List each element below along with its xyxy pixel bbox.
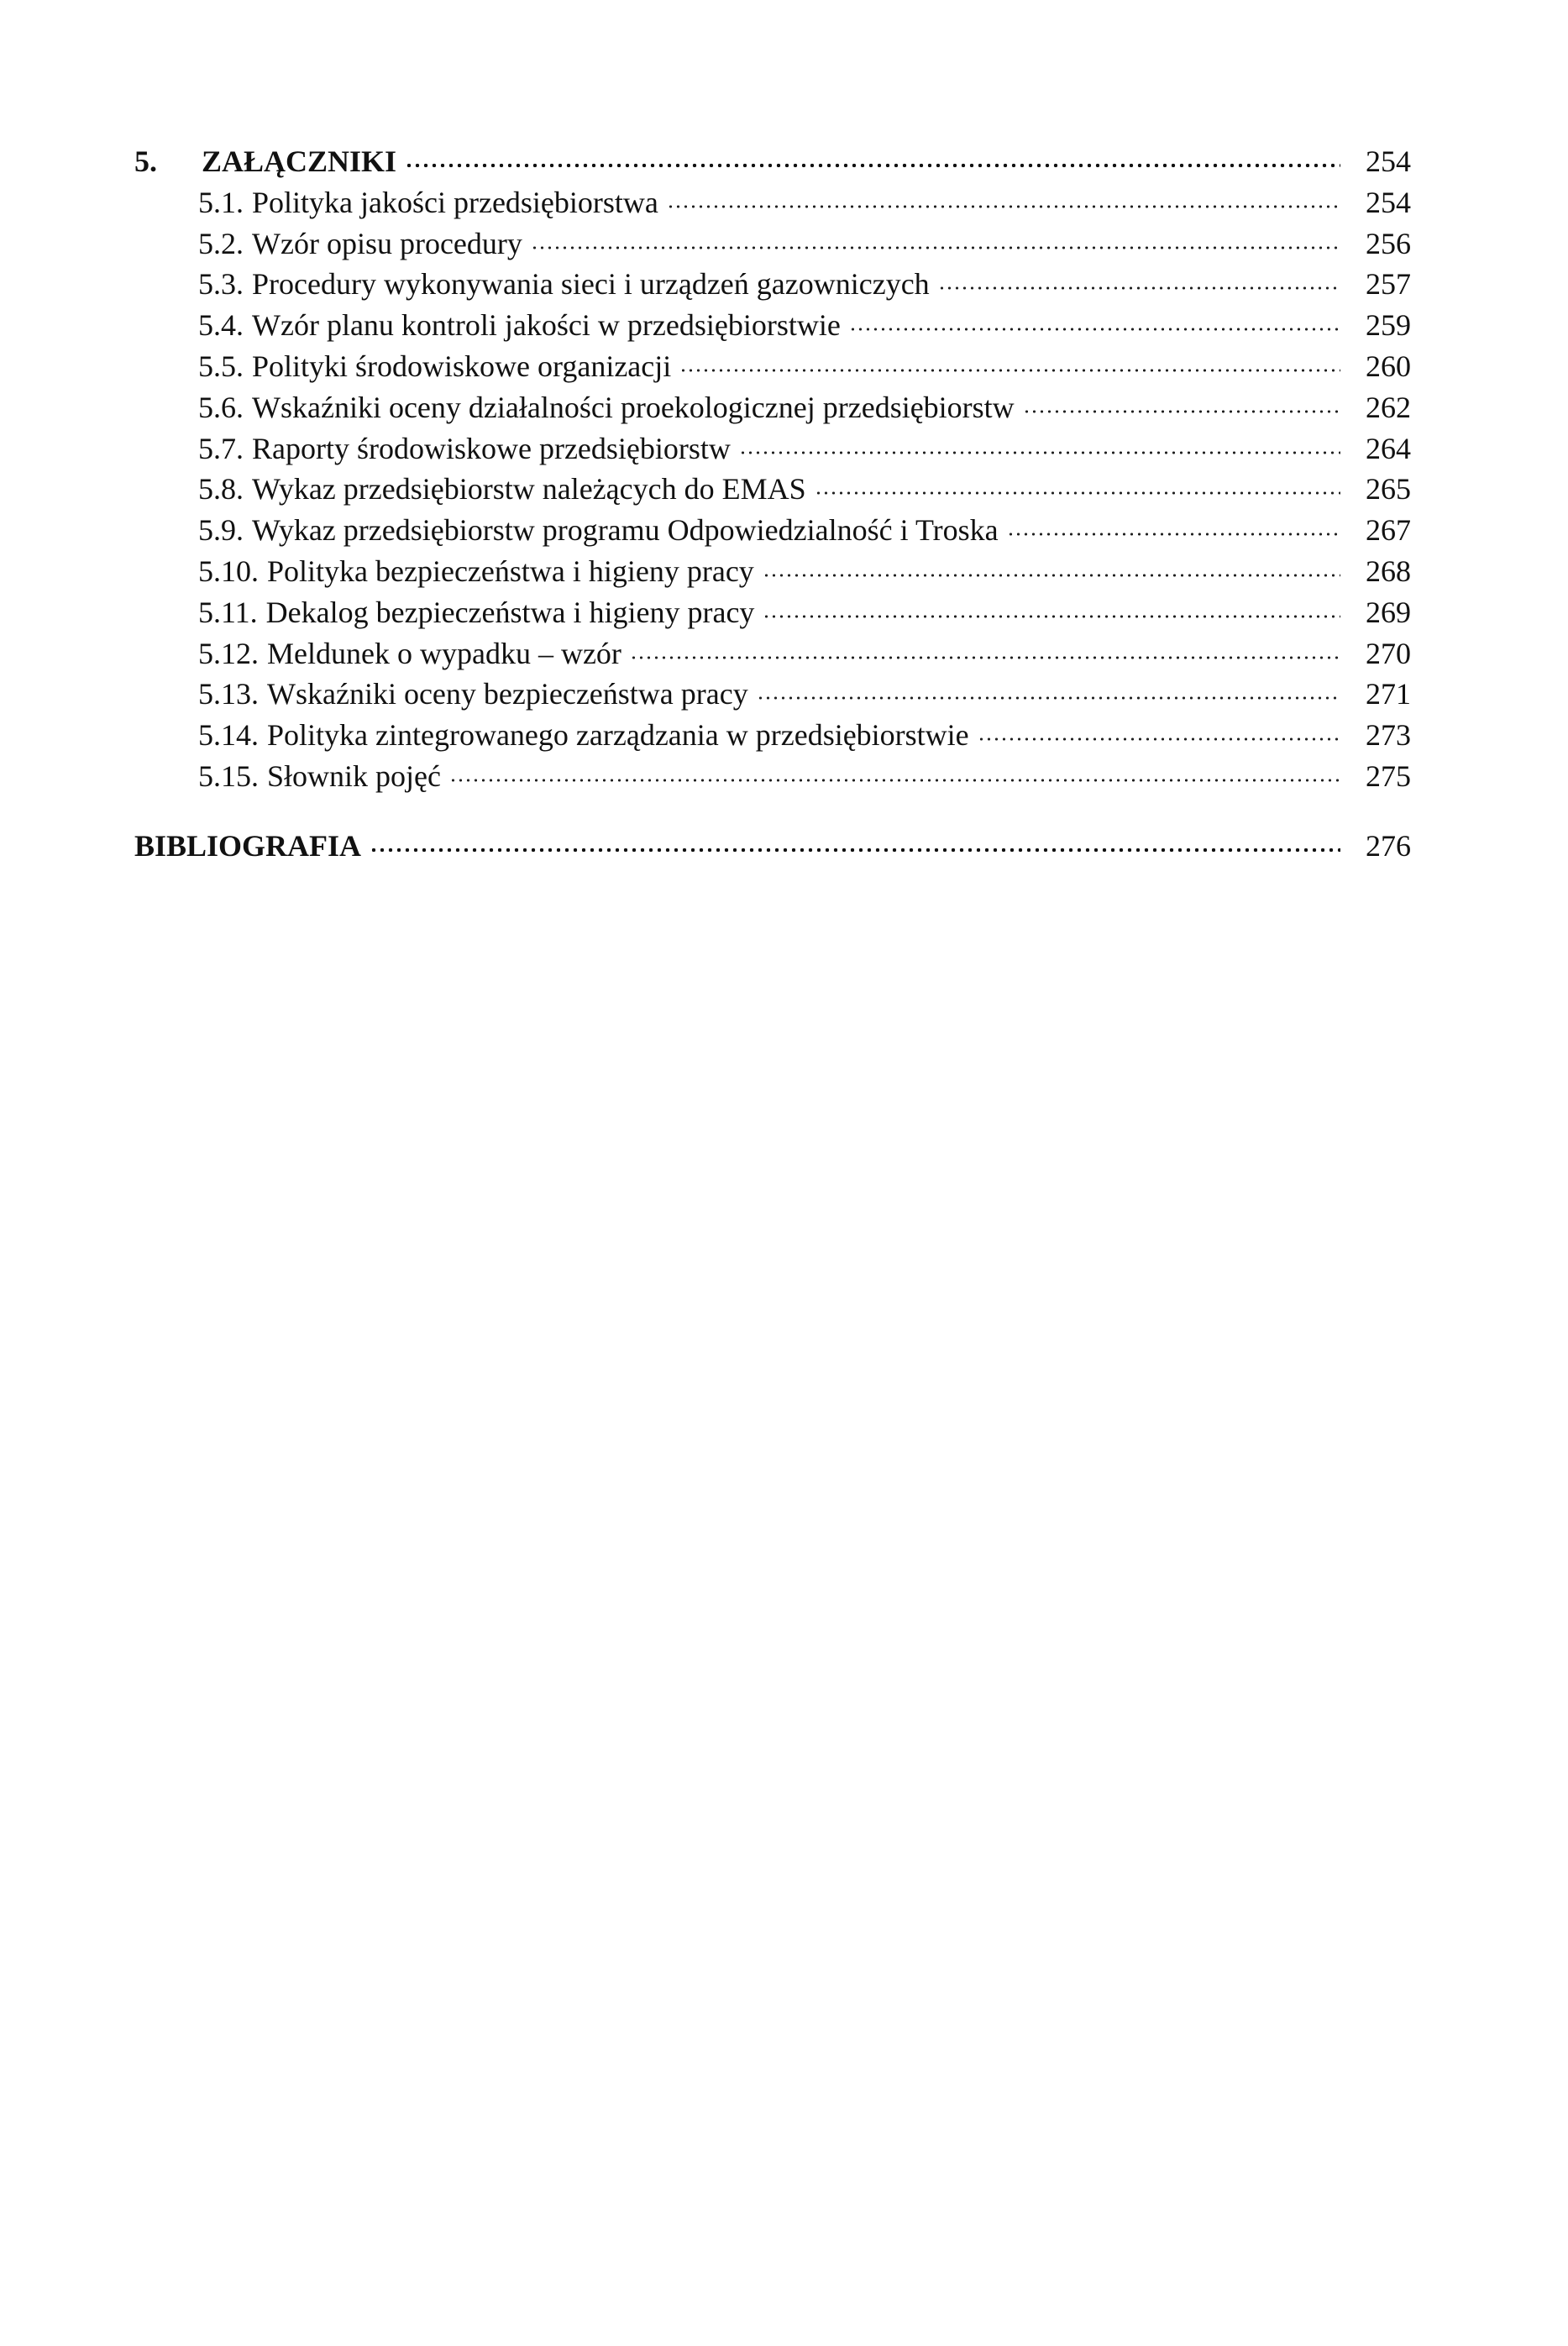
- toc-page-number: 257: [1366, 267, 1411, 302]
- toc-page-number: 254: [1366, 185, 1411, 219]
- toc-page-number: 264: [1366, 431, 1411, 465]
- dot-leader: [679, 366, 1340, 375]
- toc-entry: [134, 674, 1411, 715]
- dot-leader: [1023, 407, 1340, 416]
- dot-leader: [531, 244, 1340, 252]
- toc-entry-number: 5.12.: [198, 636, 259, 670]
- toc-entry: [134, 264, 1411, 305]
- toc-entry: [134, 756, 1411, 797]
- toc-page-number: 273: [1366, 718, 1411, 753]
- dot-leader: [739, 449, 1340, 457]
- toc-entry-number: 5.11.: [198, 595, 258, 629]
- toc-entry-number: 5.8.: [198, 472, 244, 506]
- toc-page-number: 267: [1366, 513, 1411, 548]
- toc-entry-title: Wskaźniki oceny działalności proekologicznej przedsiębiorstw: [252, 390, 1015, 424]
- toc-entry-title: Wykaz przedsiębiorstw należących do EMAS: [252, 472, 806, 506]
- toc-entry: [134, 428, 1411, 470]
- toc-entry-number: 5.10.: [198, 554, 259, 588]
- toc-entry-number: 5.5.: [198, 349, 244, 383]
- toc-entry-title: Polityka zintegrowanego zarządzania w przedsiębiorstwie: [267, 718, 969, 753]
- toc-entry-number: 5.6.: [198, 390, 244, 424]
- toc-entry: [134, 592, 1411, 633]
- dot-leader: [630, 653, 1340, 662]
- dot-leader: [763, 571, 1340, 580]
- toc-entry-title: Meldunek o wypadku – wzór: [267, 636, 621, 670]
- toc-page-number: 268: [1366, 554, 1411, 588]
- toc-chapter-number: 5.: [134, 144, 157, 178]
- toc-entry: [134, 346, 1411, 387]
- toc-entry: [134, 223, 1411, 265]
- toc-page-number: 276: [1366, 828, 1411, 863]
- toc-entry-number: 5.1.: [198, 185, 244, 219]
- toc-entry: [134, 387, 1411, 428]
- toc-entry: [134, 182, 1411, 223]
- toc-entry-title: Polityki środowiskowe organizacji: [252, 349, 672, 383]
- toc-entry-title: Polityka bezpieczeństwa i higieny pracy: [267, 554, 754, 588]
- dot-leader: [1007, 530, 1340, 538]
- toc-entry-number: 5.9.: [198, 513, 244, 548]
- toc-entry-title: Wzór opisu procedury: [252, 226, 522, 260]
- dot-leader: [757, 694, 1340, 702]
- toc-entry-title: Procedury wykonywania sieci i urządzeń gazowniczych: [252, 267, 930, 302]
- dot-leader: [849, 325, 1340, 333]
- toc-entry: [134, 551, 1411, 592]
- toc-page-number: 275: [1366, 758, 1411, 793]
- toc-entry: [134, 715, 1411, 756]
- dot-leader: [667, 202, 1340, 211]
- table-of-contents: [134, 141, 1411, 867]
- toc-bibliography-title: BIBLIOGRAFIA: [134, 828, 362, 863]
- toc-page-number: 271: [1366, 677, 1411, 711]
- toc-chapter-5: [134, 141, 1411, 182]
- toc-entry-title: Wykaz przedsiębiorstw programu Odpowiedzialność i Troska: [252, 513, 999, 548]
- toc-entry-title: Raporty środowiskowe przedsiębiorstw: [252, 431, 731, 465]
- toc-page-number: 260: [1366, 349, 1411, 383]
- toc-entry-number: 5.3.: [198, 267, 244, 302]
- toc-entry-number: 5.15.: [198, 758, 259, 793]
- toc-page-number: 270: [1366, 636, 1411, 670]
- dot-leader: [978, 735, 1340, 743]
- toc-page-number: 254: [1366, 144, 1411, 178]
- toc-page-number: 269: [1366, 595, 1411, 629]
- toc-chapter-title: ZAŁĄCZNIKI: [202, 144, 397, 178]
- dot-leader: [370, 846, 1340, 854]
- toc-entry: [134, 510, 1411, 551]
- toc-entry-title: Dekalog bezpieczeństwa i higieny pracy: [265, 595, 755, 629]
- dot-leader: [763, 612, 1340, 621]
- toc-bibliography: [134, 826, 1411, 867]
- toc-page-number: 256: [1366, 226, 1411, 260]
- toc-entry-title: Słownik pojęć: [267, 758, 441, 793]
- toc-page-number: 265: [1366, 472, 1411, 506]
- dot-leader: [405, 161, 1340, 170]
- toc-entry: [134, 305, 1411, 346]
- toc-entry-title: Wskaźniki oceny bezpieczeństwa pracy: [267, 677, 748, 711]
- toc-entry: [134, 633, 1411, 674]
- toc-entry: [134, 469, 1411, 510]
- toc-entry-number: 5.2.: [198, 226, 244, 260]
- dot-leader: [938, 284, 1340, 292]
- dot-leader: [815, 489, 1340, 497]
- toc-entry-title: Wzór planu kontroli jakości w przedsiębiorstwie: [252, 308, 841, 343]
- toc-entry-title: Polityka jakości przedsiębiorstwa: [252, 185, 658, 219]
- toc-entry-number: 5.14.: [198, 718, 259, 753]
- dot-leader: [449, 776, 1340, 785]
- toc-page-number: 262: [1366, 390, 1411, 424]
- toc-entry-number: 5.4.: [198, 308, 244, 343]
- toc-entry-number: 5.13.: [198, 677, 259, 711]
- toc-entry-number: 5.7.: [198, 431, 244, 465]
- toc-page-number: 259: [1366, 308, 1411, 343]
